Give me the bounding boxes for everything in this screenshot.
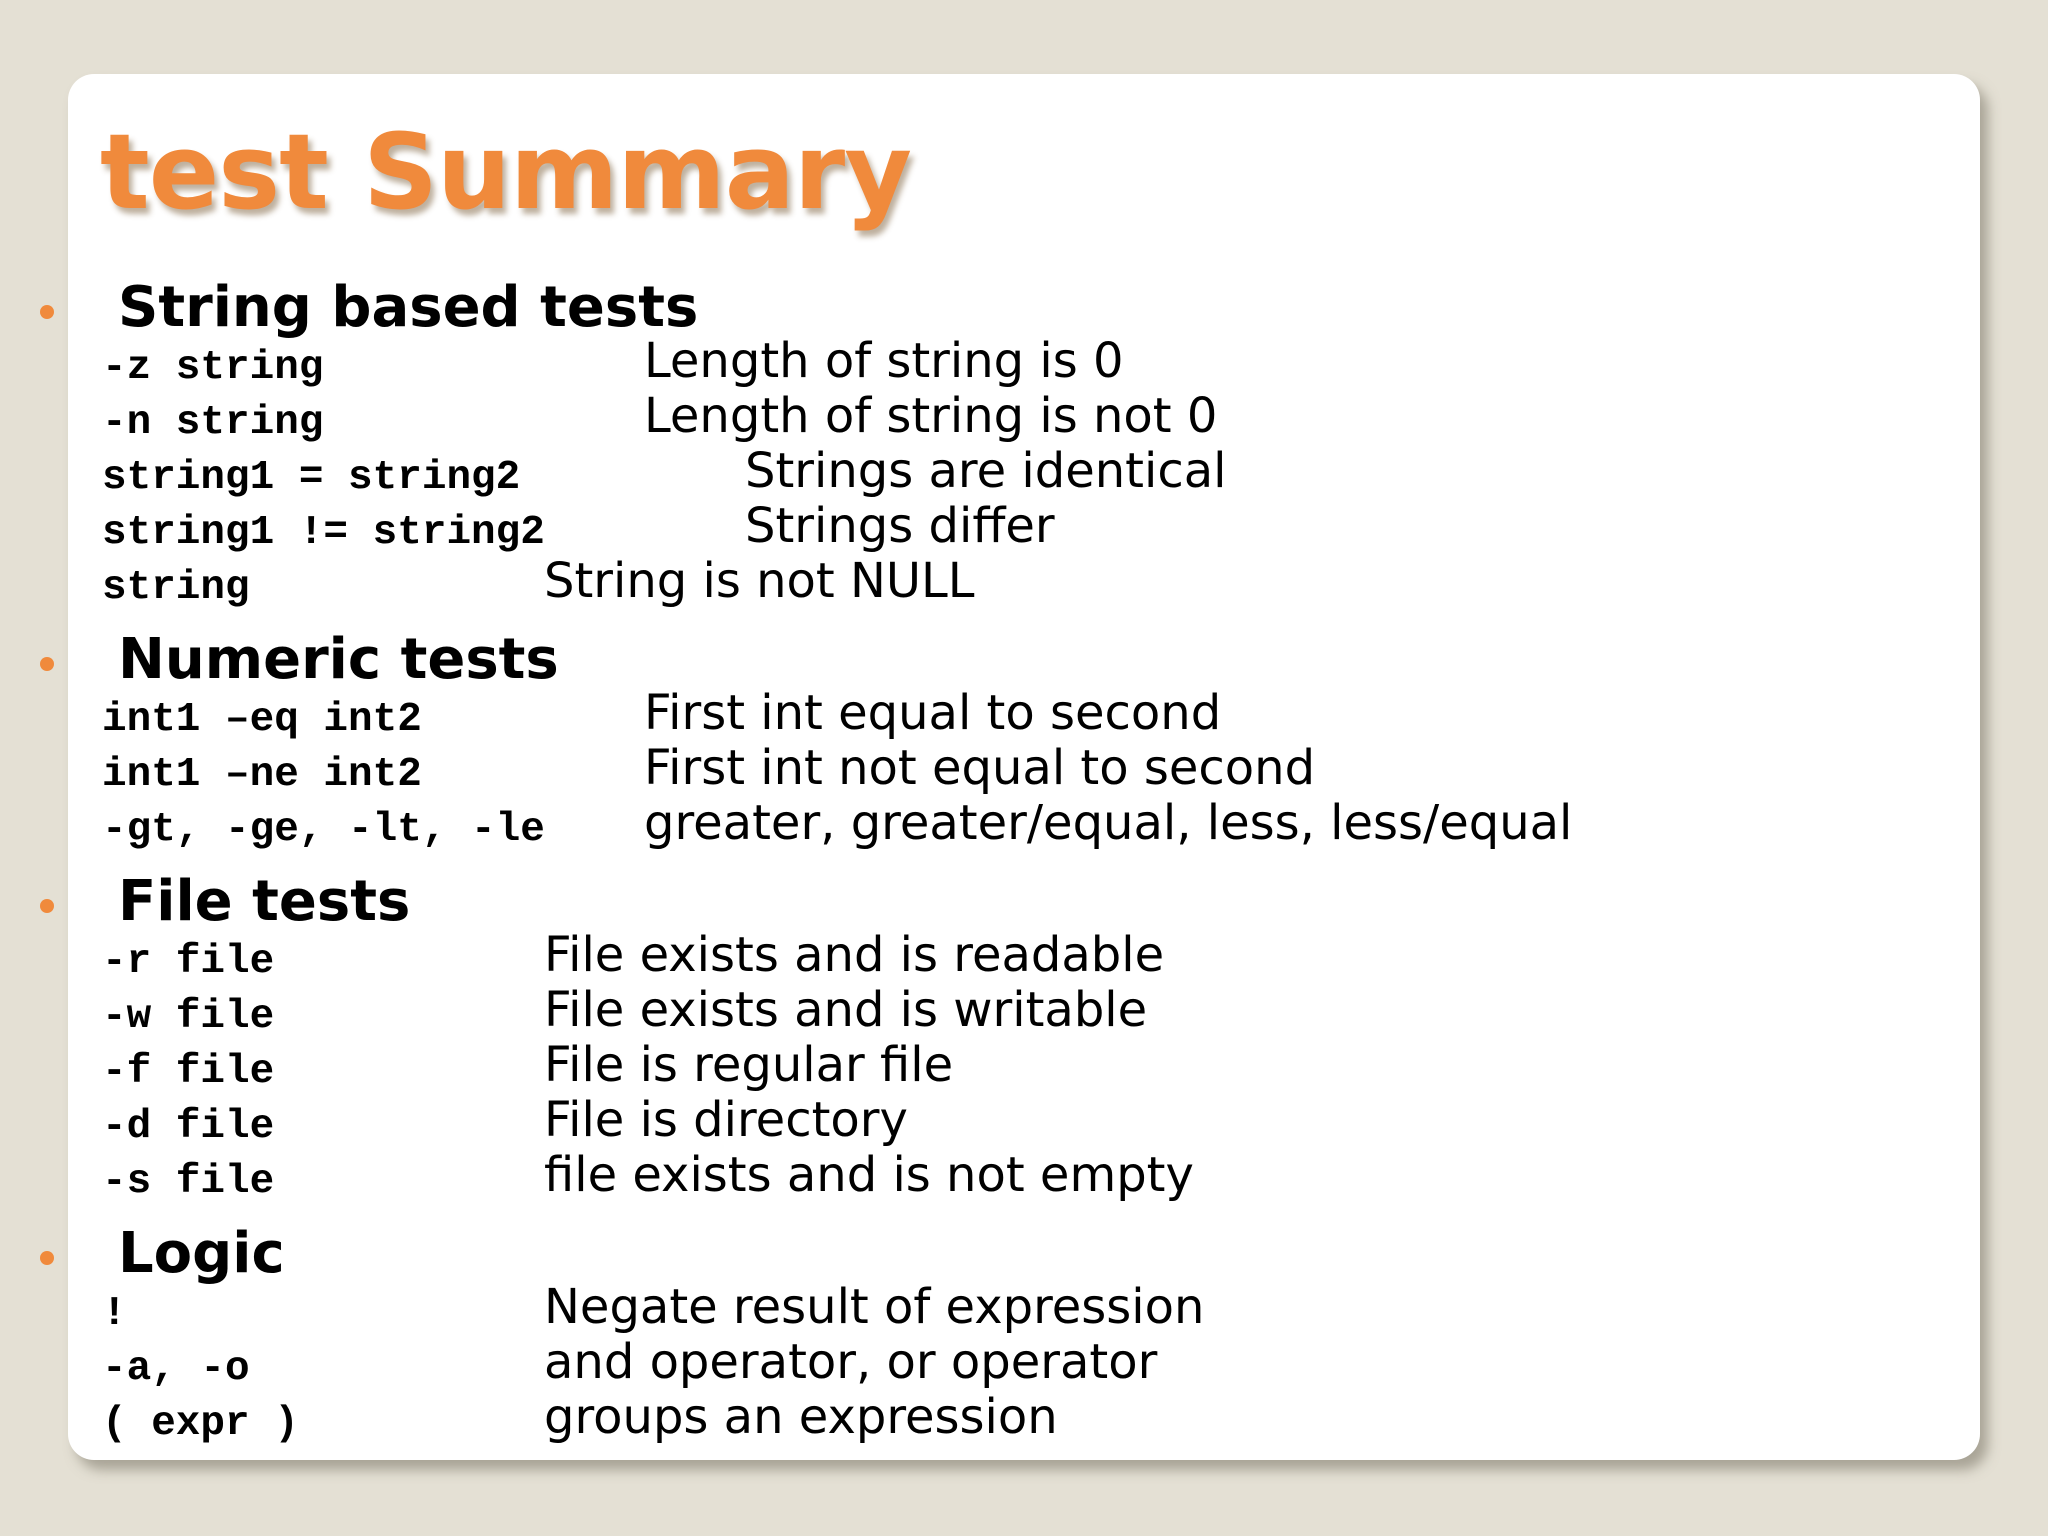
code-f-file: -f file — [102, 1049, 275, 1095]
desc-int-ne: First int not equal to second — [644, 740, 1316, 796]
code-negate: ! — [102, 1291, 127, 1337]
desc-d-file: File is directory — [544, 1092, 908, 1148]
desc-int-compare: greater, greater/equal, less, less/equal — [644, 795, 1573, 851]
desc-string-equal: Strings are identical — [745, 443, 1227, 499]
slide-title: test Summary — [100, 111, 912, 233]
desc-string-not-equal: Strings differ — [745, 498, 1055, 554]
code-string-not-null: string — [102, 565, 250, 611]
section-heading-string-tests: String based tests — [118, 275, 699, 340]
code-s-file: -s file — [102, 1159, 275, 1205]
bullet-icon — [40, 305, 54, 319]
code-int-ne: int1 –ne int2 — [102, 752, 422, 798]
code-w-file: -w file — [102, 994, 275, 1040]
desc-string-not-null: String is not NULL — [544, 553, 975, 609]
code-string-equal: string1 = string2 — [102, 455, 521, 501]
code-n-string: -n string — [102, 400, 324, 446]
code-d-file: -d file — [102, 1104, 275, 1150]
code-expr-group: ( expr ) — [102, 1401, 299, 1447]
code-r-file: -r file — [102, 939, 275, 985]
desc-negate: Negate result of expression — [544, 1279, 1205, 1335]
desc-r-file: File exists and is readable — [544, 927, 1165, 983]
code-string-not-equal: string1 != string2 — [102, 510, 545, 556]
bullet-icon — [40, 899, 54, 913]
desc-z-string: Length of string is 0 — [644, 333, 1124, 389]
desc-and-or: and operator, or operator — [544, 1334, 1158, 1390]
desc-s-file: file exists and is not empty — [544, 1147, 1194, 1203]
desc-f-file: File is regular file — [544, 1037, 954, 1093]
code-int-compare: -gt, -ge, -lt, -le — [102, 807, 545, 853]
code-and-or: -a, -o — [102, 1346, 250, 1392]
desc-expr-group: groups an expression — [544, 1389, 1058, 1445]
code-int-eq: int1 –eq int2 — [102, 697, 422, 743]
section-heading-file-tests: File tests — [118, 869, 411, 934]
desc-w-file: File exists and is writable — [544, 982, 1148, 1038]
desc-n-string: Length of string is not 0 — [644, 388, 1218, 444]
code-z-string: -z string — [102, 345, 324, 391]
desc-int-eq: First int equal to second — [644, 685, 1222, 741]
section-heading-logic: Logic — [118, 1221, 285, 1286]
bullet-icon — [40, 1251, 54, 1265]
section-heading-numeric-tests: Numeric tests — [118, 627, 559, 692]
bullet-icon — [40, 657, 54, 671]
